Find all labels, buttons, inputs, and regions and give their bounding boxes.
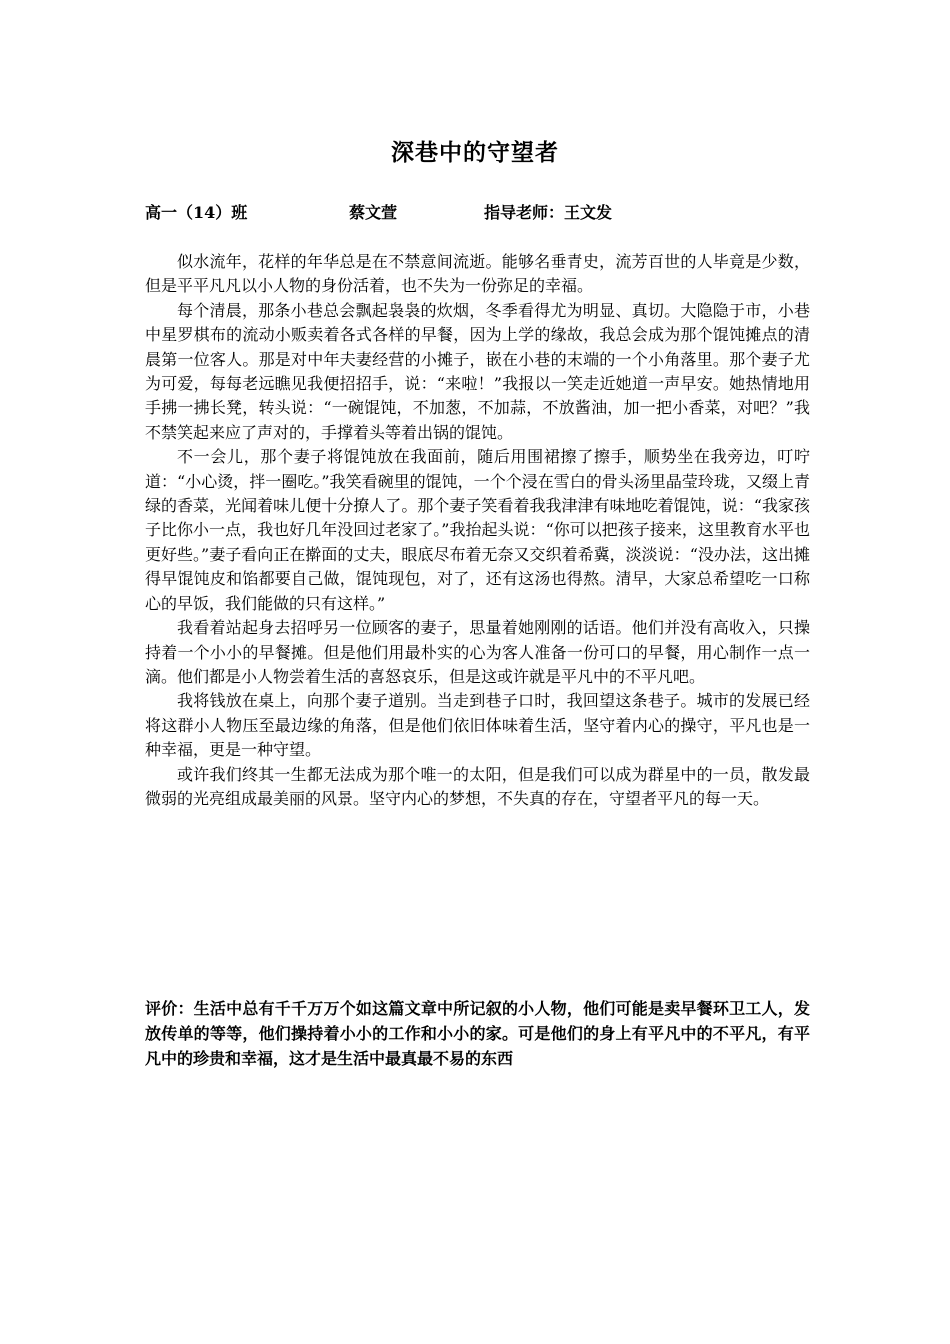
class-label: 高一（14）班	[145, 203, 248, 222]
paragraph: 不一会儿，那个妻子将馄饨放在我面前，随后用围裙擦了擦手，顺势坐在我旁边，叮咛道：“小心烫，拌一圈吃。”我笑看碗里的馄饨，一个个浸在雪白的骨头汤里晶莹玲珑，又缀上青绿的香菜，光闻着味儿便十分撩人了。那个妻子笑看着我我津津有味地吃着馄饨，说：“我家孩子比你小一点，我也好几年没回过老家了。”我抬起头说：“你可以把孩子接来，这里教育水平也更好些。”妻子看向正在擀面的丈夫，眼底尽布着无奈又交织着希冀，淡淡说：“没办法，这出摊得早馄饨皮和馅都要自己做，馄饨现包，对了，还有这汤也得熬。清早，大家总希望吃一口称心的早饭，我们能做的只有这样。”	[145, 447, 810, 613]
document-title: 深巷中的守望者	[391, 139, 559, 166]
essay-body	[145, 250, 810, 811]
author-info-row	[145, 200, 810, 226]
author-name: 蔡文萱	[349, 203, 398, 222]
paragraph: 我将钱放在桌上，向那个妻子道别。当走到巷子口时，我回望这条巷子。城市的发展已经将这群小人物压至最边缘的角落，但是他们依旧体味着生活，坚守着内心的操守，平凡也是一种幸福，更是一种守望。	[145, 691, 810, 760]
teacher-label: 指导老师：王文发	[484, 203, 613, 222]
paragraph: 我看着站起身去招呼另一位顾客的妻子，思量着她刚刚的话语。他们并没有高收入，只操持着一个小小的早餐摊。但是他们用最朴实的心为客人准备一份可口的早餐，用心制作一点一滴。他们都是小人物尝着生活的喜怒哀乐，但是这或许就是平凡中的不平凡吧。	[145, 618, 810, 686]
review-comment: 评价：生活中总有千千万万个如这篇文章中所记叙的小人物，他们可能是卖早餐环卫工人，发放传单的等等，他们操持着小小的工作和小小的家。可是他们的身上有平凡中的不平凡，有平凡中的珍贵和幸福，这才是生活中最真最不易的东西	[145, 999, 810, 1068]
paragraph: 似水流年，花样的年华总是在不禁意间流逝。能够名垂青史，流芳百世的人毕竟是少数，但是平平凡凡以小人物的身份活着，也不失为一份弥足的幸福。	[145, 252, 810, 296]
paragraph: 或许我们终其一生都无法成为那个唯一的太阳，但是我们可以成为群星中的一员，散发最微弱的光亮组成最美丽的风景。坚守内心的梦想，不失真的存在，守望者平凡的每一天。	[145, 764, 810, 808]
paragraph: 每个清晨，那条小巷总会飘起袅袅的炊烟，冬季看得尤为明显、真切。大隐隐于市，小巷中星罗棋布的流动小贩卖着各式各样的早餐，因为上学的缘故，我总会成为那个馄饨摊点的清晨第一位客人。那是对中年夫妻经营的小摊子，嵌在小巷的末端的一个小角落里。那个妻子尤为可爱，每每老远瞧见我便招招手，说：“来啦！”我报以一笑走近她道一声早安。她热情地用手拂一拂长凳，转头说：“一碗馄饨，不加葱，不加蒜，不放酱油，加一把小香菜，对吧？”我不禁笑起来应了声对的，手撑着头等着出锅的馄饨。	[145, 300, 810, 442]
